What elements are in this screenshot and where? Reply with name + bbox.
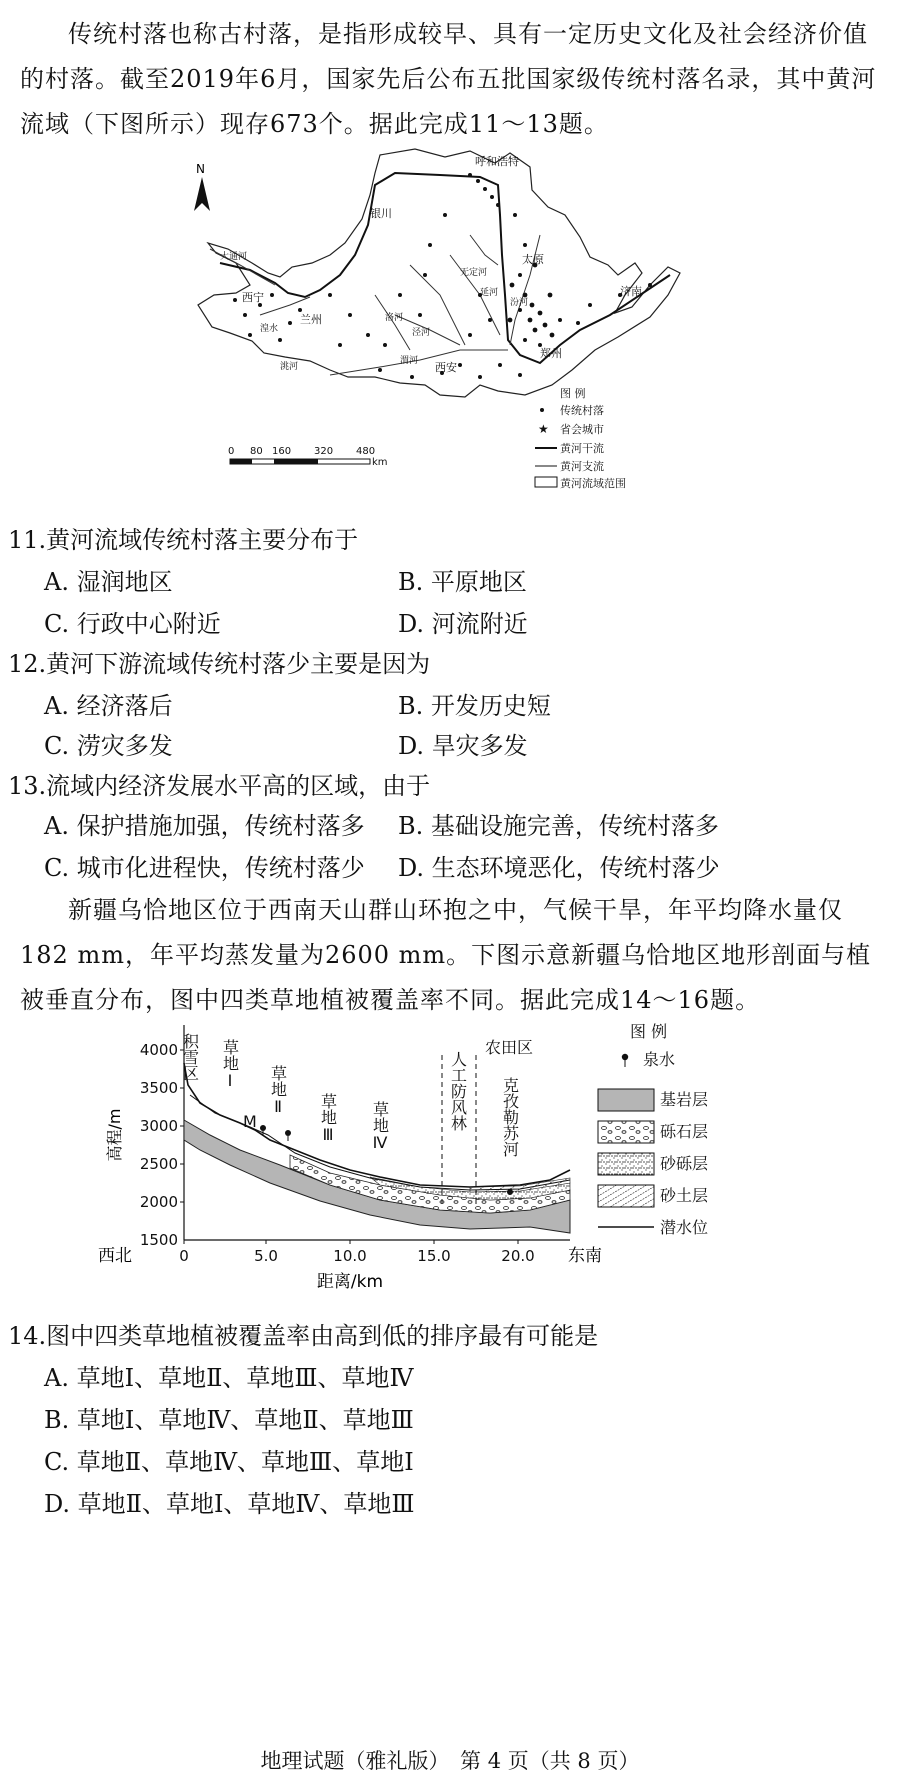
svg-text:省会城市: 省会城市 [560, 423, 604, 436]
question-13: 13.流域内经济发展水平高的区域，由于 [8, 772, 431, 800]
intro-text-1: 传统村落也称古村落，是指形成较早、具有一定历史文化及社会经济价值的村落。截至2019年6月，国家先后公布五批国家级传统村落名录，其中黄河流域（下图所示）现存673个。据此完成11～13题。 [20, 20, 877, 138]
svg-text:洮河: 洮河 [280, 362, 299, 372]
svg-text:草地Ⅱ: 草地Ⅱ [268, 1065, 288, 1116]
svg-text:农田区: 农田区 [485, 1038, 534, 1057]
svg-text:基岩层: 基岩层 [660, 1090, 709, 1109]
q11-option-c[interactable]: C. 行政中心附近 [44, 610, 221, 638]
q12-option-c[interactable]: C. 涝灾多发 [44, 732, 173, 760]
svg-text:4000: 4000 [139, 1041, 178, 1059]
svg-text:3500: 3500 [139, 1079, 178, 1097]
q12-option-d[interactable]: D. 旱灾多发 [398, 732, 528, 760]
svg-text:图 例: 图 例 [560, 387, 586, 400]
svg-text:160: 160 [272, 446, 292, 457]
svg-text:3000: 3000 [139, 1117, 178, 1135]
q14-option-b[interactable]: B. 草地Ⅰ、草地Ⅳ、草地Ⅱ、草地Ⅲ [44, 1406, 414, 1434]
q13-option-a[interactable]: A. 保护措施加强，传统村落多 [44, 812, 365, 840]
svg-text:克孜勒苏河: 克孜勒苏河 [500, 1077, 520, 1157]
q11-option-b[interactable]: B. 平原地区 [398, 568, 527, 596]
svg-text:积雪区: 积雪区 [180, 1033, 200, 1081]
svg-text:草地Ⅰ: 草地Ⅰ [220, 1039, 240, 1090]
profile-legend [598, 1022, 708, 1237]
intro-text-2: 新疆乌恰地区位于西南天山群山环抱之中，气候干旱，年平均降水量仅182 mm，年平均蒸发量为2600 mm。下图示意新疆乌恰地区地形剖面与植被垂直分布，图中四类草地植被覆盖率不同。据此完成14～16题。 [20, 896, 872, 1014]
q12-option-b[interactable]: B. 开发历史短 [398, 692, 551, 720]
svg-text:太原: 太原 [522, 253, 544, 266]
svg-text:西宁: 西宁 [242, 291, 264, 304]
svg-text:泉水: 泉水 [643, 1050, 676, 1069]
q13-option-d[interactable]: D. 生态环境恶化，传统村落少 [398, 854, 720, 882]
svg-text:砂砾层: 砂砾层 [660, 1154, 709, 1173]
svg-text:草地Ⅳ: 草地Ⅳ [370, 1101, 390, 1152]
svg-text:西北: 西北 [98, 1246, 132, 1266]
svg-text:15.0: 15.0 [417, 1247, 451, 1265]
svg-text:郑州: 郑州 [540, 347, 562, 360]
svg-text:N: N [196, 162, 205, 176]
svg-text:兰州: 兰州 [300, 313, 322, 326]
svg-text:无定河: 无定河 [460, 268, 488, 278]
svg-text:km: km [372, 457, 388, 468]
q13-option-b[interactable]: B. 基础设施完善，传统村落多 [398, 812, 719, 840]
north-arrow-icon [194, 162, 210, 211]
svg-text:传统村落: 传统村落 [560, 404, 604, 417]
svg-text:黄河干流: 黄河干流 [560, 442, 604, 455]
svg-text:M: M [243, 1112, 257, 1131]
svg-text:砾石层: 砾石层 [660, 1122, 709, 1141]
svg-text:潜水位: 潜水位 [660, 1218, 709, 1237]
svg-text:80: 80 [250, 446, 263, 457]
svg-text:人工防风林: 人工防风林 [448, 1051, 468, 1131]
profile-axes [98, 1025, 602, 1292]
svg-text:延河: 延河 [480, 288, 499, 298]
svg-text:砂土层: 砂土层 [660, 1186, 709, 1205]
question-11: 11.黄河流域传统村落主要分布于 [8, 526, 359, 554]
svg-text:草地Ⅲ: 草地Ⅲ [318, 1093, 338, 1144]
svg-text:480: 480 [356, 446, 376, 457]
question-14: 14.图中四类草地植被覆盖率由高到低的排序最有可能是 [8, 1322, 599, 1350]
svg-text:320: 320 [314, 446, 334, 457]
svg-text:高程/m: 高程/m [105, 1108, 124, 1162]
yellow-river-map [180, 145, 740, 490]
svg-text:济南: 济南 [620, 285, 642, 298]
svg-text:湟水: 湟水 [260, 324, 279, 334]
svg-text:东南: 东南 [568, 1246, 602, 1266]
map-legend [535, 386, 626, 490]
q11-option-d[interactable]: D. 河流附近 [398, 610, 528, 638]
page-footer: 地理试题（雅礼版） 第 4 页（共 8 页） [260, 1749, 640, 1773]
svg-text:银川: 银川 [370, 207, 392, 220]
terrain-profile-figure [40, 1015, 860, 1305]
svg-text:黄河支流: 黄河支流 [560, 460, 604, 473]
svg-text:渭河: 渭河 [400, 356, 419, 366]
q14-option-d[interactable]: D. 草地Ⅱ、草地Ⅰ、草地Ⅳ、草地Ⅲ [44, 1490, 415, 1518]
intro-paragraph-2 [20, 888, 880, 1023]
q11-option-a[interactable]: A. 湿润地区 [44, 568, 173, 596]
svg-text:★: ★ [538, 422, 549, 436]
svg-text:西安: 西安 [435, 361, 457, 374]
svg-text:5.0: 5.0 [254, 1247, 278, 1265]
q13-option-c[interactable]: C. 城市化进程快，传统村落少 [44, 854, 365, 882]
svg-text:大通河: 大通河 [220, 252, 248, 262]
basin-boundary [198, 149, 680, 397]
svg-text:黄河流域范围: 黄河流域范围 [560, 477, 626, 490]
intro-paragraph-1 [20, 12, 880, 147]
svg-text:20.0: 20.0 [501, 1247, 535, 1265]
svg-text:图 例: 图 例 [630, 1022, 668, 1041]
svg-text:距离/km: 距离/km [316, 1272, 384, 1292]
q12-option-a[interactable]: A. 经济落后 [44, 692, 173, 720]
svg-text:10.0: 10.0 [333, 1247, 367, 1265]
svg-text:0: 0 [179, 1247, 189, 1265]
zone-labels [181, 1033, 534, 1157]
svg-text:洛河: 洛河 [385, 313, 404, 323]
svg-text:泾河: 泾河 [412, 328, 431, 338]
q14-option-c[interactable]: C. 草地Ⅱ、草地Ⅳ、草地Ⅲ、草地Ⅰ [44, 1448, 414, 1476]
svg-text:0: 0 [228, 446, 235, 457]
svg-text:汾河: 汾河 [510, 298, 529, 308]
question-12: 12.黄河下游流域传统村落少主要是因为 [8, 650, 431, 678]
svg-text:呼和浩特: 呼和浩特 [475, 155, 519, 168]
svg-text:2500: 2500 [139, 1155, 178, 1173]
svg-text:1500: 1500 [139, 1231, 178, 1249]
scale-bar [228, 446, 388, 468]
q14-option-a[interactable]: A. 草地Ⅰ、草地Ⅱ、草地Ⅲ、草地Ⅳ [44, 1364, 414, 1392]
svg-text:2000: 2000 [139, 1193, 178, 1211]
